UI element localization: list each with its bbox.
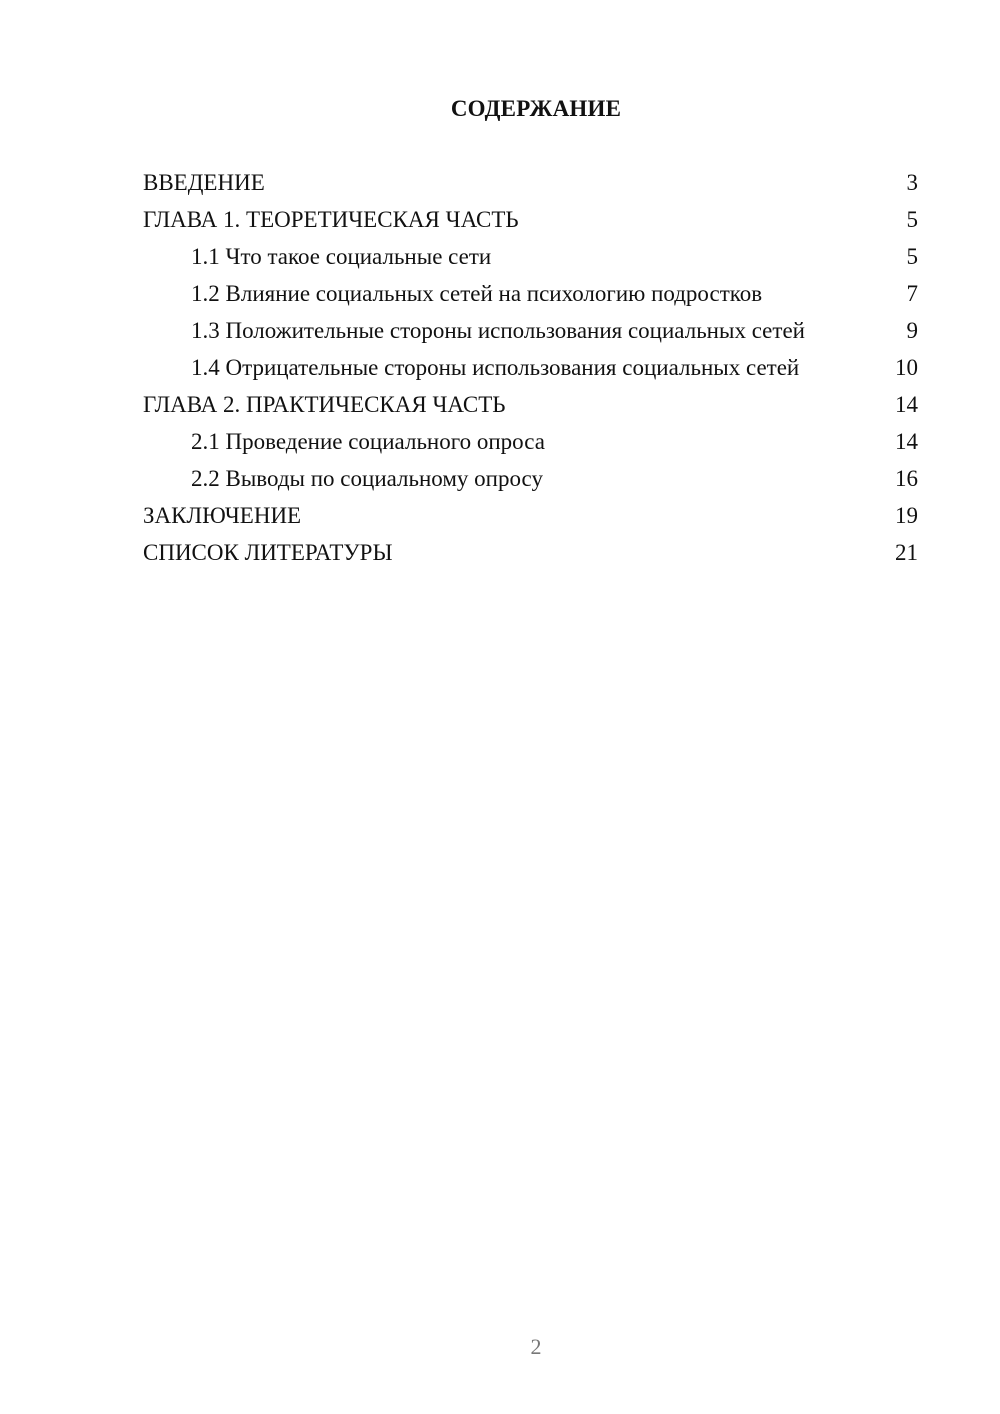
toc-entry-page: 5: [906, 244, 918, 269]
toc-entry-section-1-4[interactable]: [143, 355, 918, 381]
page-title: СОДЕРЖАНИЕ: [450, 96, 622, 121]
toc-entry-section-2-2[interactable]: [143, 466, 918, 492]
toc-entry-page: 21: [895, 540, 918, 565]
toc-entry-chapter-2[interactable]: [143, 392, 918, 418]
toc-entry-page: 10: [895, 355, 918, 380]
toc-entry-label: СПИСОК ЛИТЕРАТУРЫ: [143, 540, 393, 565]
toc-entry-page: 5: [906, 207, 918, 232]
toc-entry-section-1-1[interactable]: [143, 244, 918, 270]
toc-entry-label: ГЛАВА 2. ПРАКТИЧЕСКАЯ ЧАСТЬ: [143, 392, 506, 417]
toc-entry-page: 7: [906, 281, 918, 306]
toc-entry-page: 19: [895, 503, 918, 528]
toc-entry-label: ЗАКЛЮЧЕНИЕ: [143, 503, 302, 528]
toc-entry-section-1-3[interactable]: [143, 318, 918, 344]
toc-entry-page: 16: [895, 466, 918, 491]
toc-entry-label: 1.4 Отрицательные стороны использования социальных сетей: [191, 355, 800, 380]
toc-entry-section-2-1[interactable]: [143, 429, 918, 455]
toc-entry-introduction[interactable]: [143, 170, 918, 196]
toc-entry-label: 1.1 Что такое социальные сети: [191, 244, 492, 269]
table-of-contents: [143, 170, 918, 577]
toc-entry-label: 2.1 Проведение социального опроса: [191, 429, 545, 454]
page-number: 2: [530, 1334, 542, 1359]
toc-entry-page: 3: [906, 170, 918, 195]
toc-entry-label: 2.2 Выводы по социальному опросу: [191, 466, 543, 491]
toc-entry-label: ВВЕДЕНИЕ: [143, 170, 265, 195]
toc-entry-page: 14: [895, 392, 918, 417]
toc-entry-page: 14: [895, 429, 918, 454]
toc-entry-chapter-1[interactable]: [143, 207, 918, 233]
toc-entry-conclusion[interactable]: [143, 503, 918, 529]
toc-entry-label: ГЛАВА 1. ТЕОРЕТИЧЕСКАЯ ЧАСТЬ: [143, 207, 519, 232]
toc-entry-label: 1.3 Положительные стороны использования социальных сетей: [191, 318, 805, 343]
toc-entry-page: 9: [906, 318, 918, 343]
toc-entry-label: 1.2 Влияние социальных сетей на психологию подростков: [191, 281, 763, 306]
toc-entry-bibliography[interactable]: [143, 540, 918, 566]
toc-entry-section-1-2[interactable]: [143, 281, 918, 307]
